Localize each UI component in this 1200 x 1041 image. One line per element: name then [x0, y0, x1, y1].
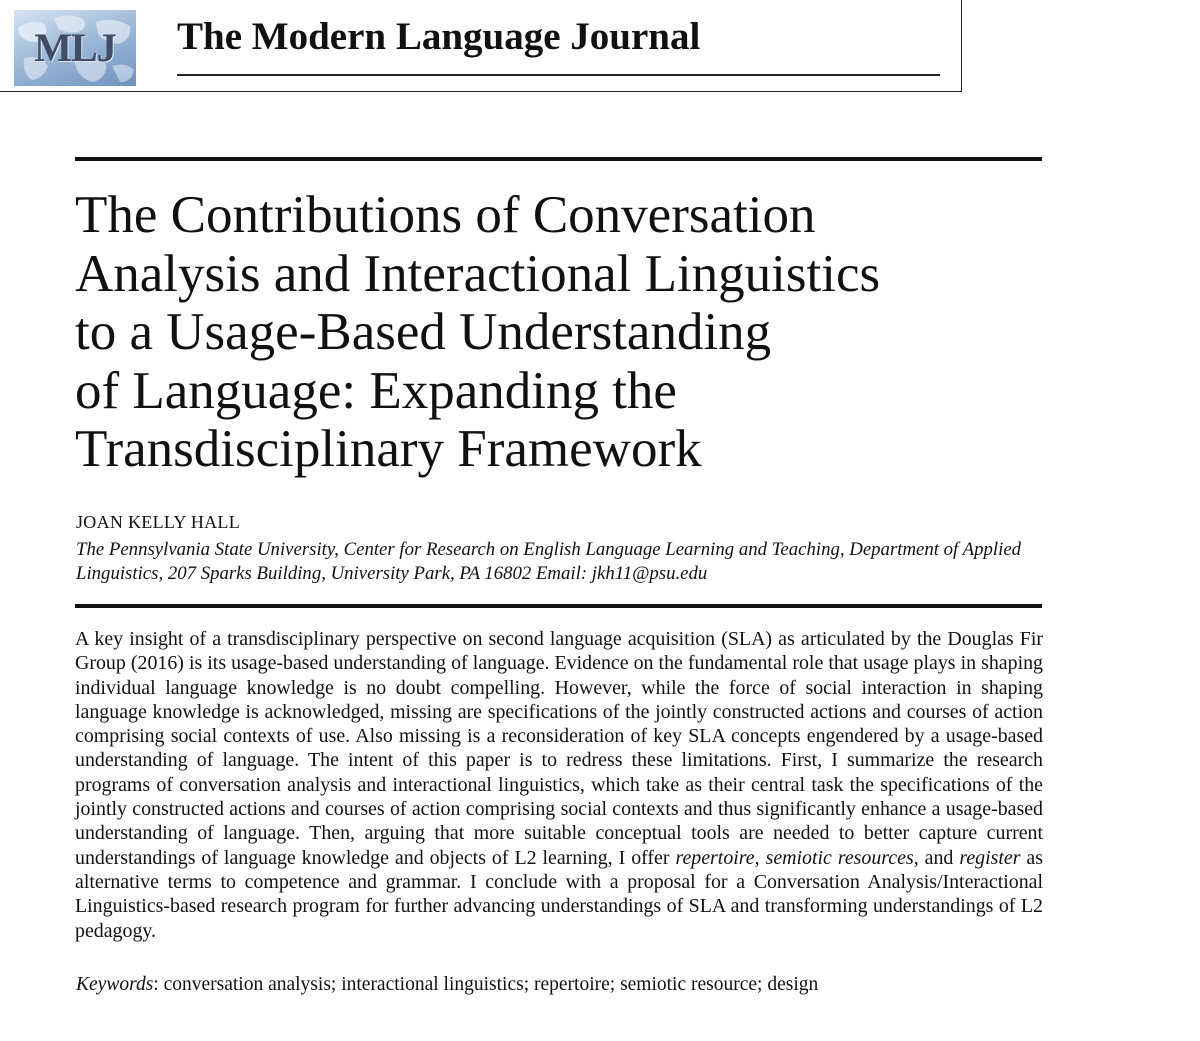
title-line: of Language: Expanding the [75, 361, 677, 420]
title-top-rule [75, 157, 1042, 161]
keywords-list: : conversation analysis; interactional linguistics; repertoire; semiotic resource; design [153, 974, 819, 995]
keywords-label: Keywords [76, 974, 154, 995]
author-name: JOAN KELLY HALL [76, 512, 241, 532]
journal-header [0, 0, 962, 92]
author-affiliation: The Pennsylvania State University, Center for Research on English Language Learning and Teaching, Department of Applied Linguistics, 207 Sparks Building, University Park, PA 16802 Email: jkh11@psu.edu [76, 539, 1022, 584]
article-title [75, 186, 1075, 479]
title-line: Analysis and Interactional Linguistics [75, 244, 881, 303]
title-line: The Contributions of Conversation [75, 186, 816, 244]
journal-rule [177, 74, 940, 76]
term-register: register [959, 846, 1021, 869]
abstract-top-rule [75, 604, 1042, 608]
journal-logo: MLJ [14, 10, 136, 86]
abstract: A key insight of a transdisciplinary perspective on second language acquisition (SLA) as articulated by the Douglas Fir Group (2016) is its usage-based understanding of language. Evidence on the fundamental role that usage plays in shaping individual language knowledge is no doubt compelling. However, while the force of social interaction in shaping language knowledge is acknowledged, missing are specifications of the jointly constructed actions and courses of action comprising social contexts of use. Also missing is a reconsideration of key SLA concepts engendered by a usage-based understanding of language. The intent of this paper is to redress these limitations. First, I summarize the research programs of conversation analysis and interactional linguistics, which take as their central task the specifications of the jointly constructed actions and courses of action comprising social contexts and thus significantly enhance a usage-based understanding of language. Then, arguing that more suitable conceptual tools are needed to better capture current understandings of language knowledge and objects of L2 learning, I offer repertoire, semiotic resources, and register as alternative terms to competence and grammar. I conclude with a proposal for a Conversation Analysis/Interactional Linguistics-based research program for further advancing understandings of SLA and transforming understandings of L2 pedagogy. [75, 628, 1044, 942]
keywords [76, 974, 818, 996]
term-semiotic-resources: semiotic resources [765, 846, 914, 869]
abstract-text-end: as alternative terms to competence and grammar. I conclude with a proposal for a Conversation Analysis/Interactional Linguistics-based research program for further advancing understandings of SLA and transforming understandings of L2 pedagogy. [75, 846, 1044, 942]
abstract-text: A key insight of a transdisciplinary perspective on second language acquisition (SLA) as articulated by the Douglas Fir Group (2016) is its usage-based understanding of language. Evidence on the fundamental role that usage plays in shaping individual language knowledge is no doubt compelling. However, while the force of social interaction in shaping language knowledge is acknowledged, missing are specifications of the jointly constructed actions and courses of action comprising social contexts of use. Also missing is a reconsideration of key SLA concepts engendered by a usage-based understanding of language. The intent of this paper is to redress these limitations. First, I summarize the research programs of conversation analysis and interactional linguistics, which take as their central task the specifications of the jointly constructed actions and courses of action comprising social contexts and thus significantly enhance a usage-based understanding of language. Then, arguing that more suitable conceptual tools are needed to better capture current understandings of language knowledge and objects of L2 learning, I offer [75, 628, 1043, 869]
title-line: to a Usage-Based Understanding [75, 303, 772, 361]
journal-name: The Modern Language Journal [177, 15, 701, 58]
title-line: Transdisciplinary Framework [75, 420, 702, 478]
term-repertoire: repertoire [675, 846, 755, 869]
